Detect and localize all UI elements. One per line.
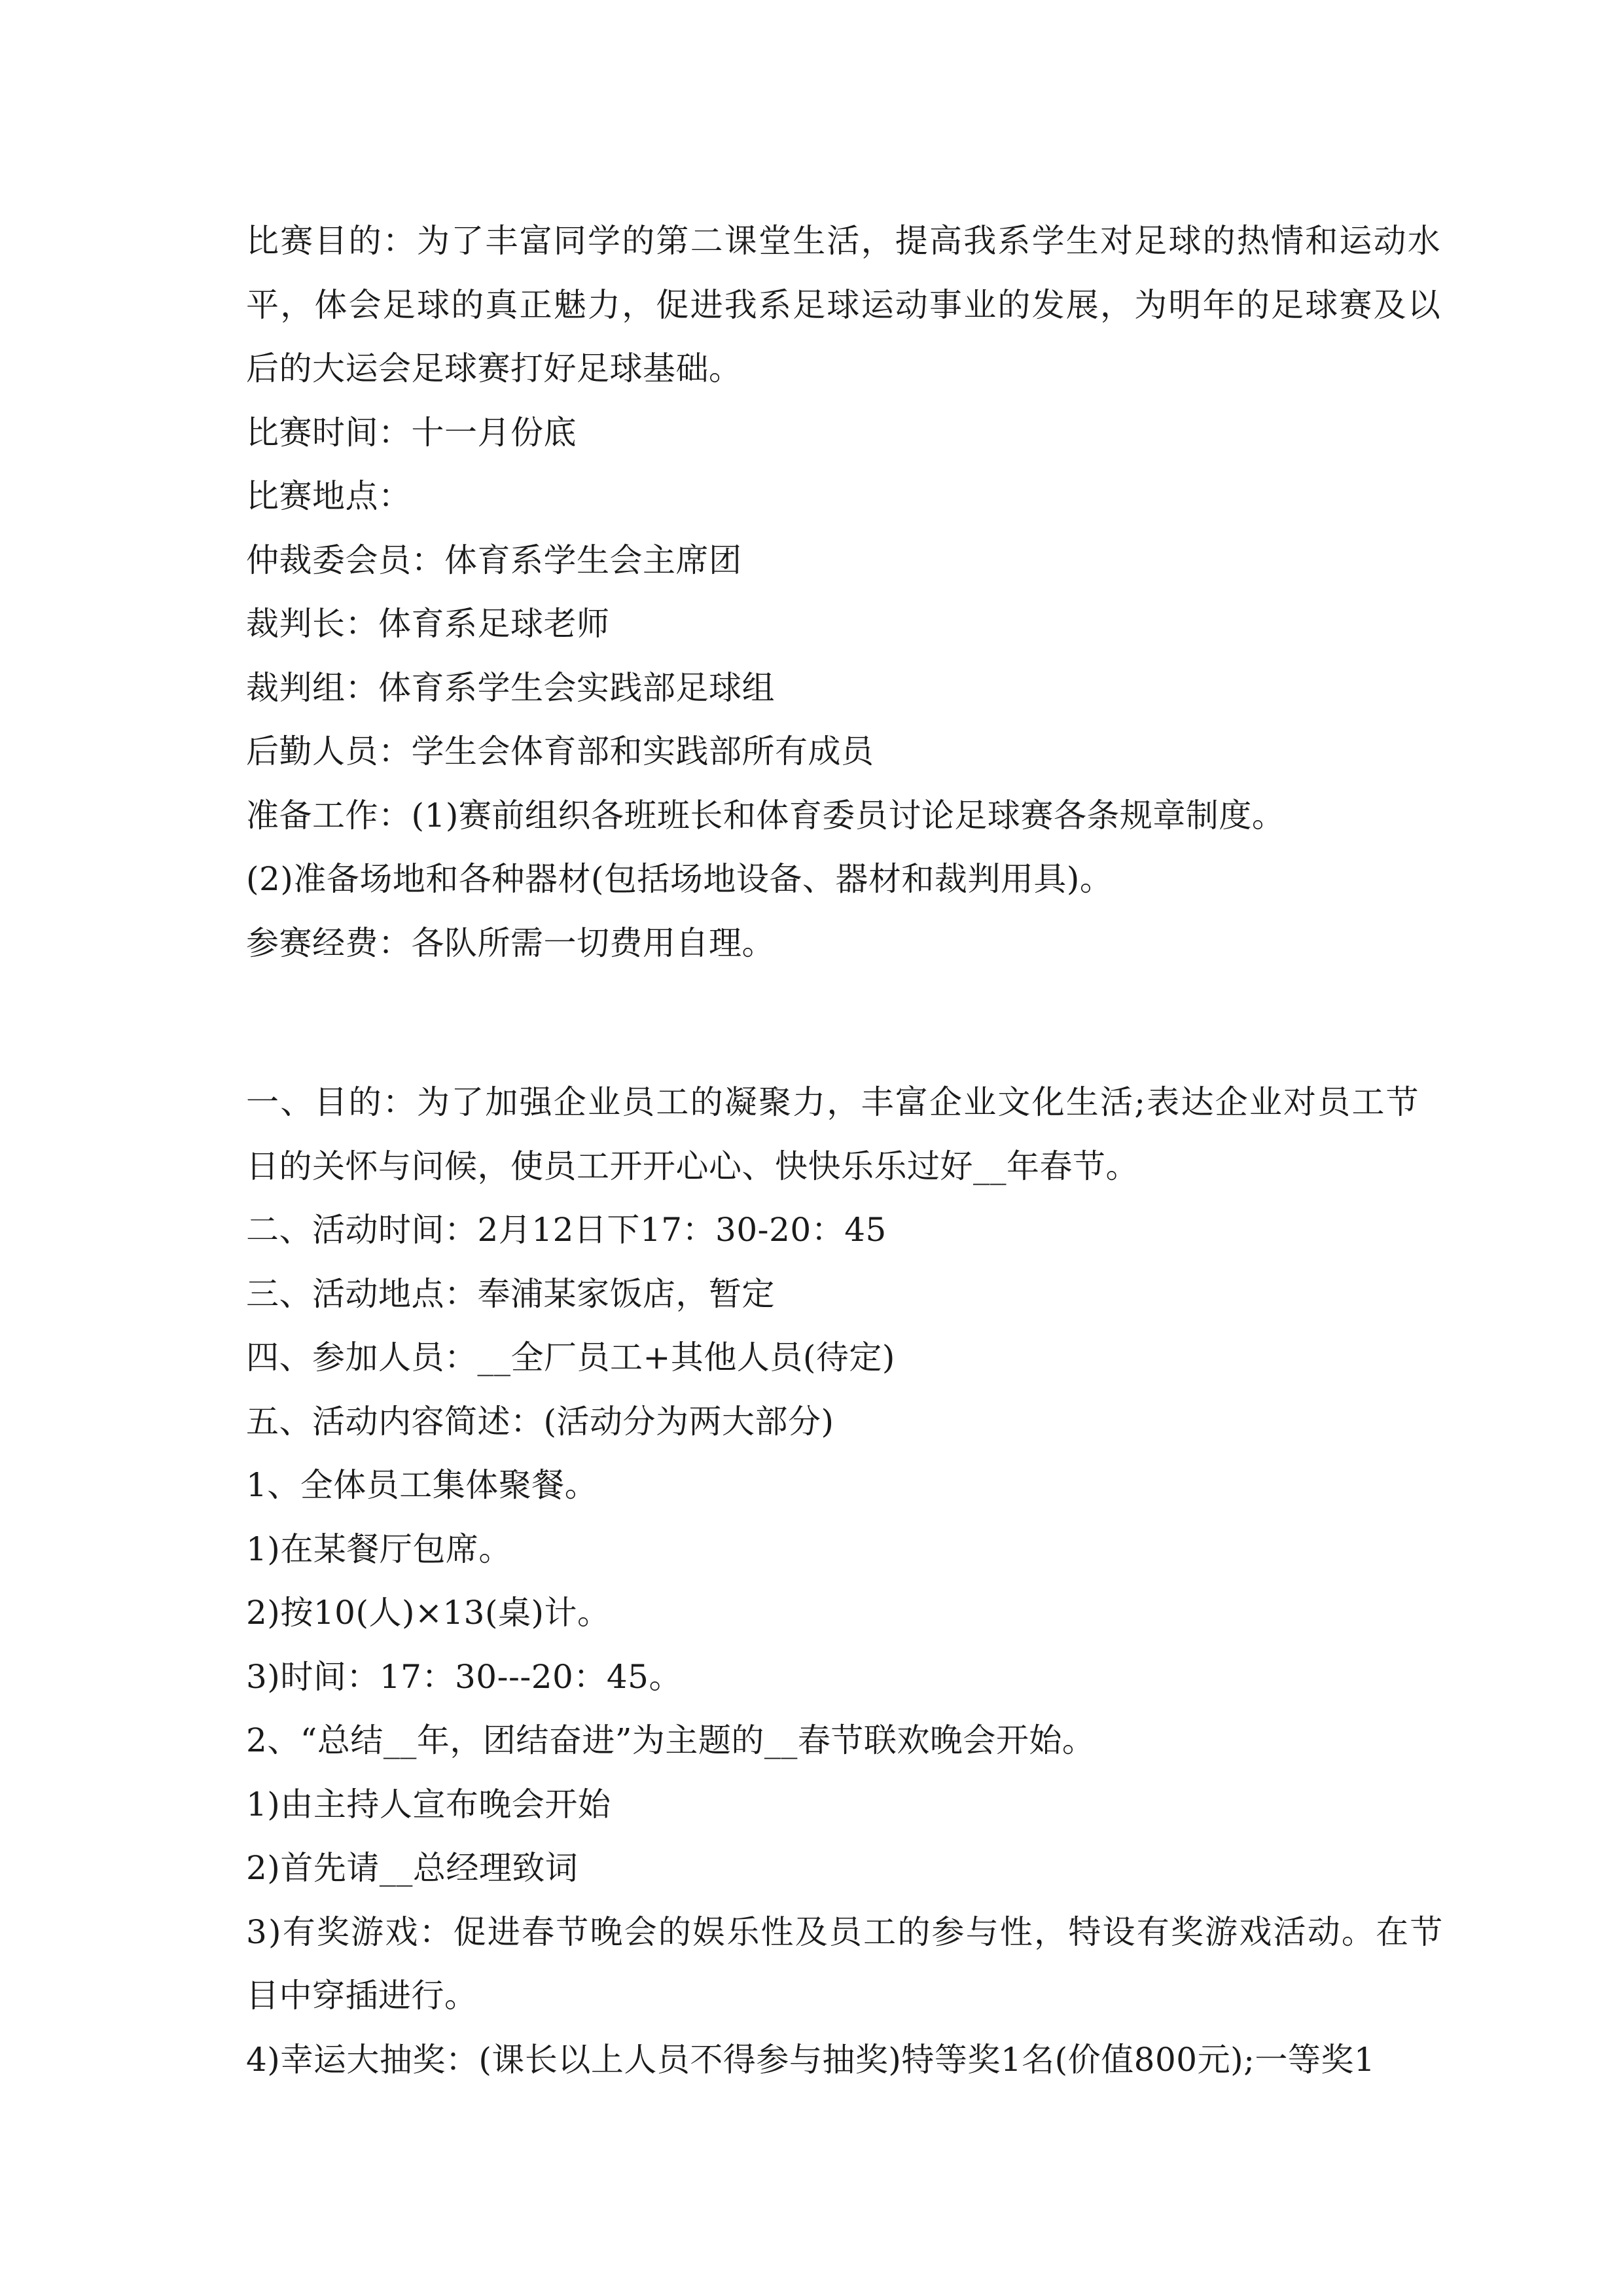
list-item: 1、全体员工集体聚餐。 xyxy=(246,1466,598,1504)
text-line: 比赛目的：为了丰富同学的第二课堂生活，提高我系学生对足球的热情和运动水 xyxy=(246,222,1442,260)
text-line: 目中穿插进行。 xyxy=(246,1977,478,2015)
list-item: 1)在某餐厅包席。 xyxy=(246,1530,512,1568)
list-item: 3)时间：17：30---20：45。 xyxy=(246,1657,682,1696)
logistics-staff: 后勤人员：学生会体育部和实践部所有成员 xyxy=(246,732,874,770)
document-body xyxy=(246,209,1444,2092)
event-time: 二、活动时间：2月12日下17：30-20：45 xyxy=(246,1211,887,1249)
match-expenses: 参赛经费：各队所需一切费用自理。 xyxy=(246,924,775,962)
list-item: 2)按10(人)×13(桌)计。 xyxy=(246,1594,611,1632)
section-spring-festival-event xyxy=(246,1071,1444,2092)
referee-group: 裁判组：体育系学生会实践部足球组 xyxy=(246,668,775,707)
preparation-work-2: (2)准备场地和各种器材(包括场地设备、器材和裁判用具)。 xyxy=(246,860,1113,898)
section-divider-space xyxy=(246,975,1385,1071)
list-item: 4)幸运大抽奖：(课长以上人员不得参与抽奖)特等奖1名(价值800元);一等奖1 xyxy=(246,2040,1376,2079)
event-location: 三、活动地点：奉浦某家饭店，暂定 xyxy=(246,1274,775,1313)
event-content-summary: 五、活动内容简述：(活动分为两大部分) xyxy=(246,1402,834,1441)
match-time: 比赛时间：十一月份底 xyxy=(246,413,577,452)
text-line: 后的大运会足球赛打好足球基础。 xyxy=(246,350,742,387)
list-item: 2、“总结__年，团结奋进”为主题的__春节联欢晚会开始。 xyxy=(246,1721,1096,1759)
list-item: 1)由主持人宣布晚会开始 xyxy=(246,1785,611,1823)
arbitration-committee: 仲裁委会员：体育系学生会主席团 xyxy=(246,541,742,579)
chief-referee: 裁判长：体育系足球老师 xyxy=(246,605,610,643)
list-item: 3)有奖游戏：促进春节晚会的娱乐性及员工的参与性，特设有奖游戏活动。在节 xyxy=(246,1912,1444,1951)
section-football-match xyxy=(246,209,1442,975)
list-item: 2)首先请__总经理致词 xyxy=(246,1849,579,1887)
event-purpose: 一、目的：为了加强企业员工的凝聚力，丰富企业文化生活;表达企业对员工节 xyxy=(246,1083,1420,1121)
text-line: 平，体会足球的真正魅力，促进我系足球运动事业的发展，为明年的足球赛及以 xyxy=(246,285,1442,324)
preparation-work: 准备工作：(1)赛前组织各班班长和体育委员讨论足球赛各条规章制度。 xyxy=(246,796,1285,834)
event-participants: 四、参加人员：__全厂员工+其他人员(待定) xyxy=(246,1338,895,1376)
text-line: 日的关怀与问候，使员工开开心心、快快乐乐过好__年春节。 xyxy=(246,1147,1139,1185)
match-location: 比赛地点： xyxy=(246,477,412,515)
